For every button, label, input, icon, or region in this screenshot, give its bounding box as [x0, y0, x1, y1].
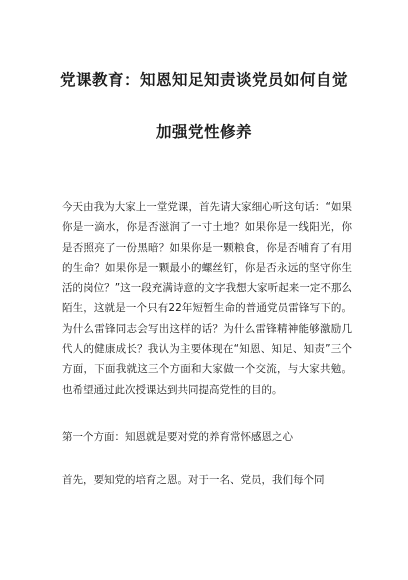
intro-paragraph-text: 今天由我为大家上一堂党课，首先请大家细心听这句话：“如果你是一滴水，你是否滋润了一寸土地？如果你是一线阳光，你是否照亮了一份黑暗？如果你是一颗粮食，你是否哺育了有用的生命？如果你是一颗最小的螺丝钉，你是否永远的坚守你生活的岗位？”这一段充满诗意的文字我想大家听起来一定不那么陌生，这就是一个只有22年短暂生命的普通党员雷锋写下的。为什么雷锋同志会写出这样的话？为什么雷锋精神能够激励几代人的健康成长？我认为主要体现在“知恩、知足、知责”三个方面，下面我就这三个方面和大家做一个交流，与大家共勉。也希望通过此次授课达到共同提高党性的目的。 — [62, 201, 352, 396]
document-title-line-2: 加强党性修养 — [155, 123, 252, 141]
second-paragraph: 首先，要知党的培育之恩。对于一名、党员，我们每个同 — [62, 474, 325, 486]
document-title-line-1: 党课教育：知恩知足知责谈党员如何自觉 — [59, 71, 348, 89]
intro-paragraph — [62, 197, 352, 400]
section-heading: 第一个方面：知恩就是要对党的养育常怀感恩之心 — [62, 431, 293, 443]
